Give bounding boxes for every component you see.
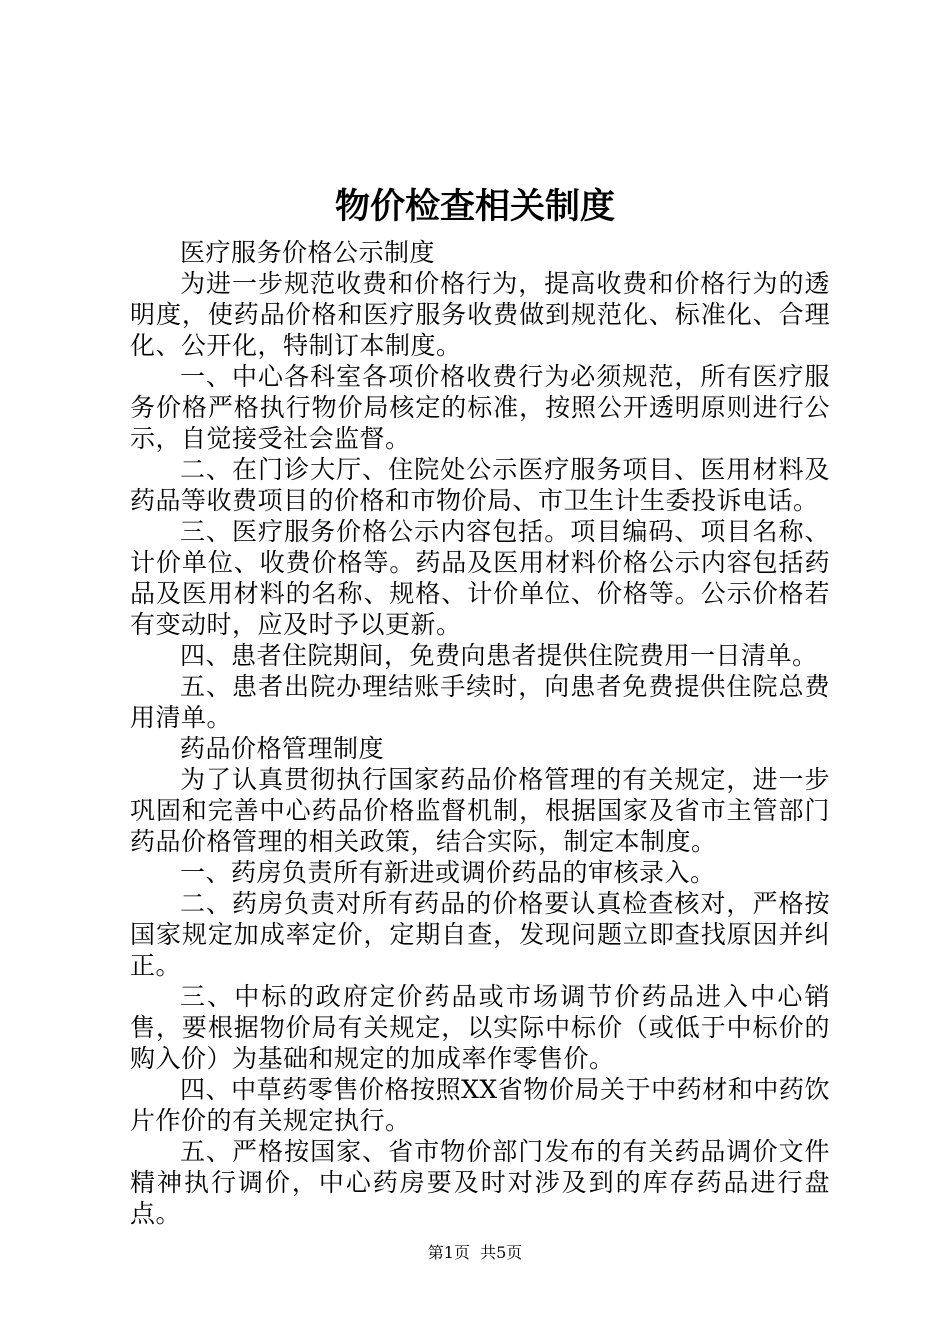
document-title: 物价检查相关制度 xyxy=(334,186,615,227)
paragraph: 二、在门诊大厅、住院处公示医疗服务项目、医用材料及药品等收费项目的价格和市物价局、市卫生计生委投诉电话。 xyxy=(130,455,830,515)
document-body xyxy=(130,237,830,1229)
paragraph: 四、中草药零售价格按照XX省物价局关于中药材和中药饮片作价的有关规定执行。 xyxy=(130,1075,830,1135)
section-heading-service-price: 医疗服务价格公示制度 xyxy=(180,238,436,267)
paragraph: 三、中标的政府定价药品或市场调节价药品进入中心销售，要根据物价局有关规定，以实际中标价（或低于中标价的购入价）为基础和规定的加成率作零售价。 xyxy=(130,982,830,1073)
paragraph: 三、医疗服务价格公示内容包括。项目编码、项目名称、计价单位、收费价格等。药品及医用材料价格公示内容包括药品及医用材料的名称、规格、计价单位、价格等。公示价格若有变动时，应及时予以更新。 xyxy=(130,517,830,639)
page-total: 共5页 xyxy=(480,1243,523,1262)
page-number: 第1页 xyxy=(427,1243,470,1262)
paragraph: 一、中心各科室各项价格收费行为必须规范，所有医疗服务价格严格执行物价局核定的标准，按照公开透明原则进行公示，自觉接受社会监督。 xyxy=(130,362,830,453)
paragraph: 为进一步规范收费和价格行为，提高收费和价格行为的透明度，使药品价格和医疗服务收费做到规范化、标准化、合理化、公开化，特制订本制度。 xyxy=(130,269,830,360)
paragraph: 一、药房负责所有新进或调价药品的审核录入。 xyxy=(180,858,716,887)
page-footer xyxy=(0,1242,950,1264)
paragraph: 五、患者出院办理结账手续时，向患者免费提供住院总费用清单。 xyxy=(130,672,830,732)
paragraph: 五、严格按国家、省市物价部门发布的有关药品调价文件精神执行调价，中心药房要及时对涉及到的库存药品进行盘点。 xyxy=(130,1137,830,1228)
paragraph: 四、患者住院期间，免费向患者提供住院费用一日清单。 xyxy=(180,641,818,670)
paragraph: 为了认真贯彻执行国家药品价格管理的有关规定，进一步巩固和完善中心药品价格监督机制，根据国家及省市主管部门药品价格管理的相关政策，结合实际，制定本制度。 xyxy=(130,765,830,856)
section-heading-drug-price: 药品价格管理制度 xyxy=(180,734,385,763)
paragraph: 二、药房负责对所有药品的价格要认真检查核对，严格按国家规定加成率定价，定期自查，发现问题立即查找原因并纠正。 xyxy=(130,889,830,980)
